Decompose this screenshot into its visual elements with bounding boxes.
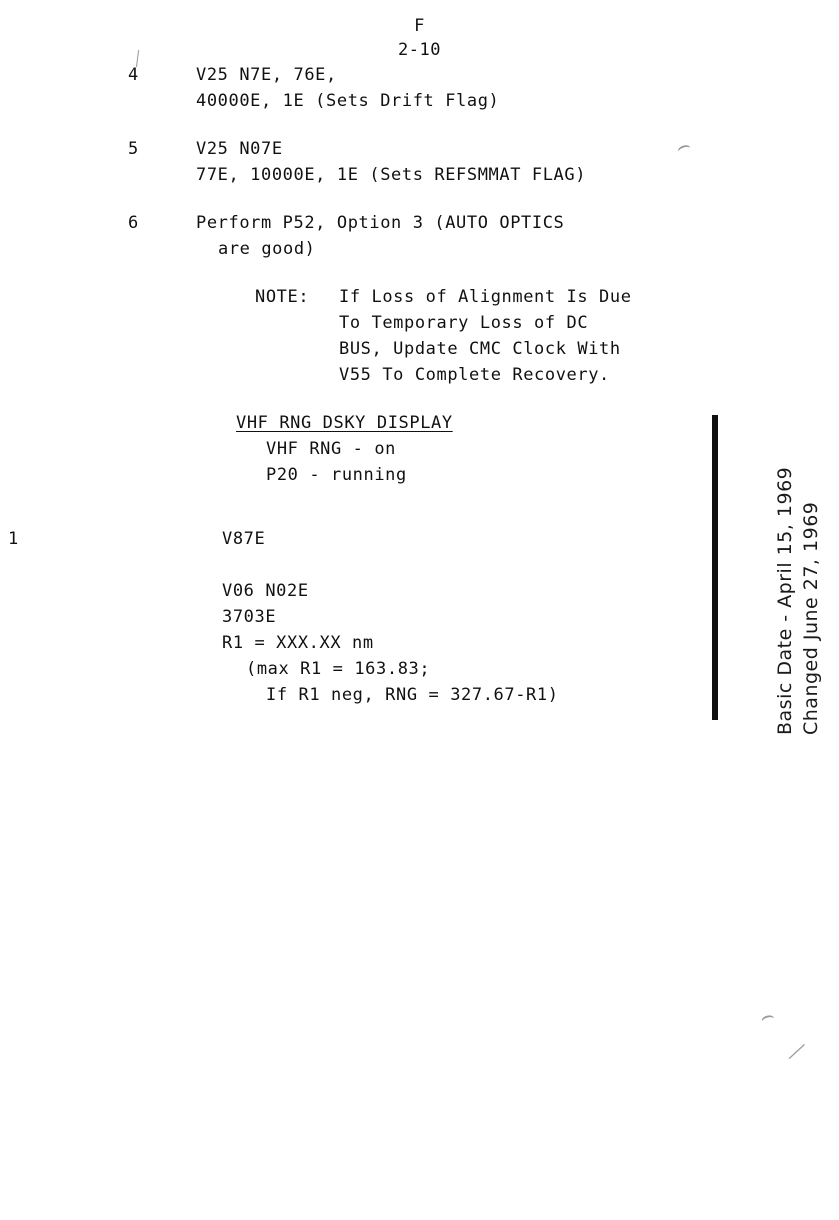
procedure-step bbox=[0, 136, 760, 188]
keystroke-line: (max R1 = 163.83; bbox=[246, 659, 431, 679]
line-spacer bbox=[222, 552, 760, 578]
pen-mark-icon: ╱ bbox=[131, 51, 145, 68]
step-content bbox=[196, 210, 760, 262]
note-line: V55 To Complete Recovery. bbox=[339, 365, 610, 385]
date-legend bbox=[742, 405, 822, 755]
step-number: 4 bbox=[128, 65, 139, 85]
note-first-row bbox=[255, 284, 760, 310]
step-content bbox=[196, 62, 760, 114]
note-block bbox=[255, 284, 760, 388]
change-bar bbox=[712, 415, 718, 720]
dsky-line: VHF RNG - on bbox=[266, 439, 397, 459]
keystroke-line: R1 = XXX.XX nm bbox=[222, 633, 374, 653]
pen-mark-icon: ⌢ bbox=[672, 132, 694, 161]
step-line: are good) bbox=[218, 239, 316, 259]
step-line: V25 N7E, 76E, bbox=[196, 65, 337, 85]
note-line: To Temporary Loss of DC bbox=[339, 313, 589, 333]
step-number: 5 bbox=[128, 139, 139, 159]
procedure-step bbox=[0, 210, 760, 262]
procedure-body bbox=[0, 62, 760, 708]
step-line: 40000E, 1E (Sets Drift Flag) bbox=[196, 91, 500, 111]
note-line: If Loss of Alignment Is Due bbox=[339, 287, 632, 307]
page-header bbox=[0, 14, 839, 62]
page-number: 2-10 bbox=[398, 40, 441, 60]
keystroke-line: V87E bbox=[222, 529, 266, 549]
pen-mark-icon: ⌢ bbox=[757, 1002, 778, 1031]
step-number: 6 bbox=[128, 213, 139, 233]
keystroke-line: V06 N02E bbox=[222, 581, 309, 601]
note-line: BUS, Update CMC Clock With bbox=[339, 339, 621, 359]
dsky-block-title: VHF RNG DSKY DISPLAY bbox=[236, 413, 453, 433]
note-label: NOTE: bbox=[255, 287, 310, 307]
dsky-line: P20 - running bbox=[266, 465, 407, 485]
section-letter: F bbox=[414, 16, 425, 36]
pen-mark-icon: ╱ bbox=[789, 1040, 805, 1063]
changed-date-label: Changed June 27, 1969 bbox=[800, 501, 822, 735]
step-line: 77E, 10000E, 1E (Sets REFSMMAT FLAG) bbox=[196, 165, 587, 185]
keystroke-line: If R1 neg, RNG = 327.67-R1) bbox=[266, 685, 559, 705]
margin-change-number: 1 bbox=[8, 529, 19, 549]
basic-date-label: Basic Date - April 15, 1969 bbox=[774, 466, 796, 735]
dsky-display-block bbox=[236, 410, 760, 488]
keystroke-line: 3703E bbox=[222, 607, 277, 627]
step-line: Perform P52, Option 3 (AUTO OPTICS bbox=[196, 213, 565, 233]
keystroke-content bbox=[222, 526, 760, 708]
procedure-step bbox=[0, 62, 760, 114]
step-line: V25 N07E bbox=[196, 139, 283, 159]
keystroke-block bbox=[0, 526, 760, 708]
